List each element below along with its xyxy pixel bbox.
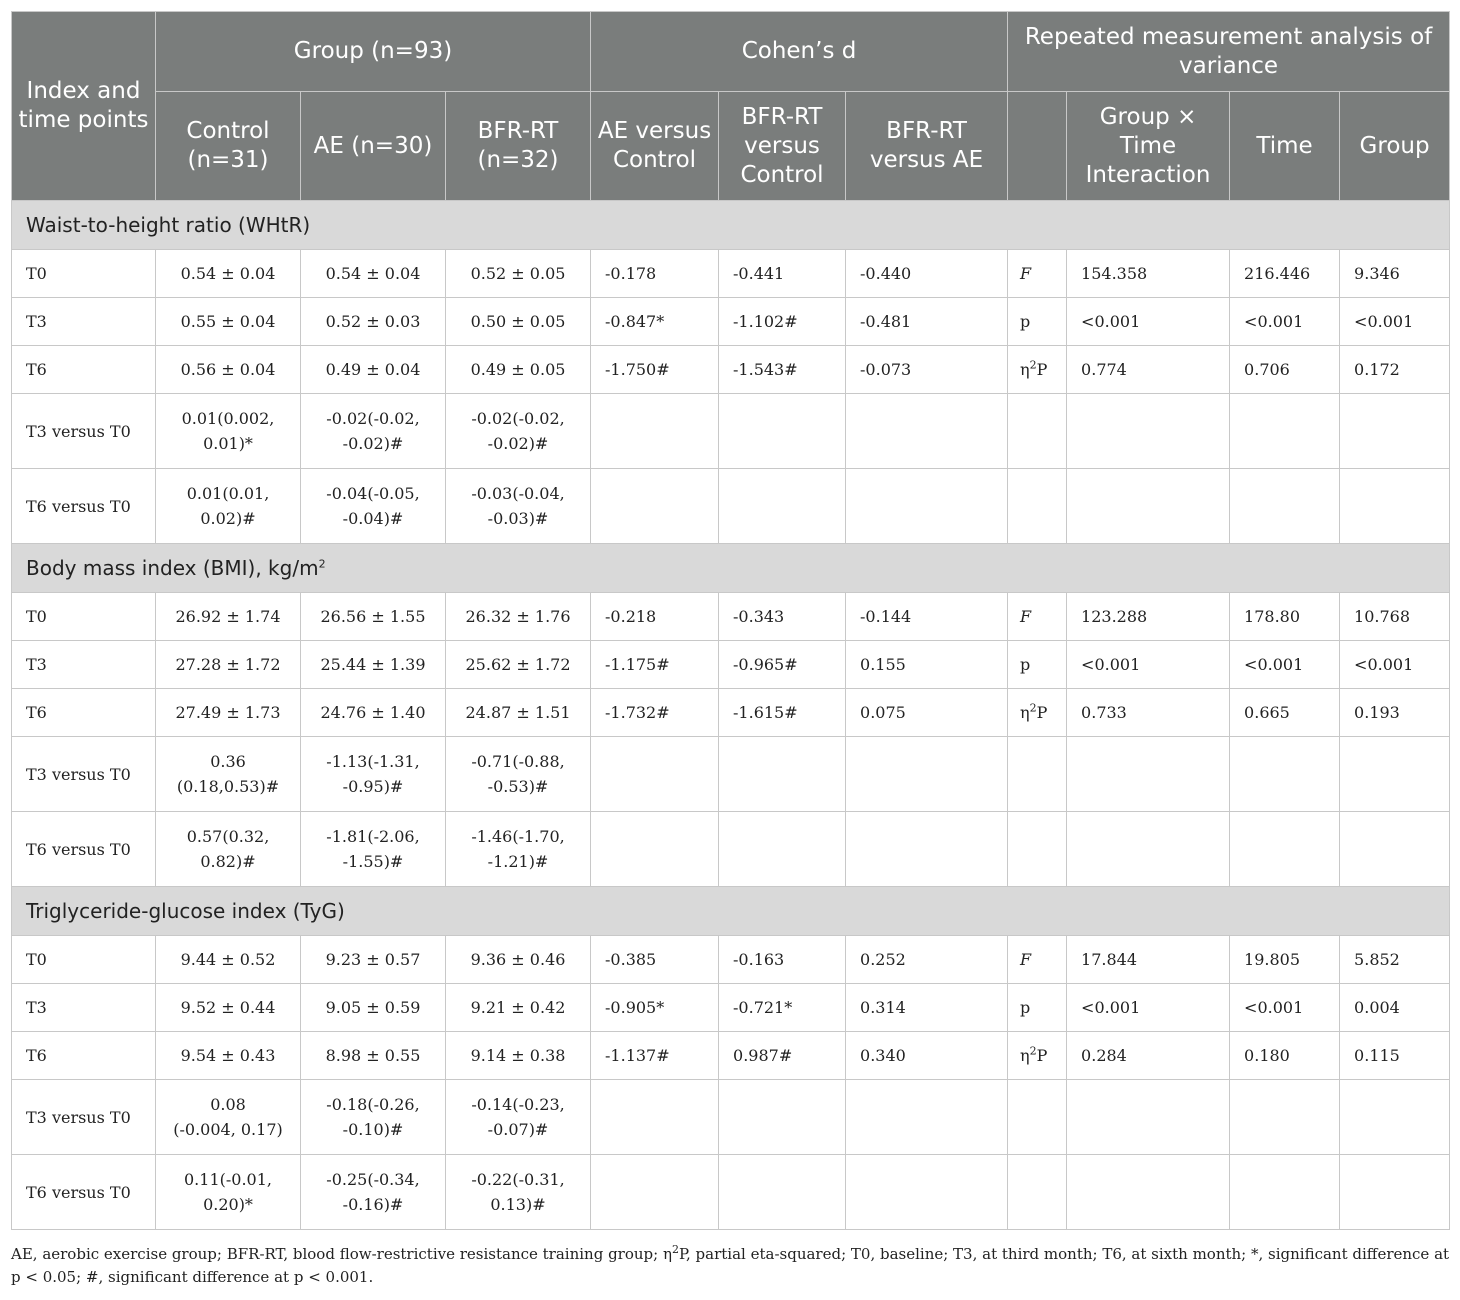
stat-suffix: P	[1036, 360, 1048, 379]
control-change-line-1: 0.11(-0.01,	[184, 1170, 272, 1189]
row-label: T0	[12, 593, 156, 641]
bfr-change-line-1: -0.14(-0.23,	[471, 1095, 565, 1114]
ae-change-line-1: -0.25(-0.34,	[326, 1170, 420, 1189]
footnote-text-1: AE, aerobic exercise group; BFR-RT, blood flow-restrictive resistance training group; η	[11, 1245, 672, 1263]
bfr-change-line-1: -1.46(-1.70,	[471, 827, 565, 846]
stat-sup: 2	[1029, 1044, 1037, 1058]
interaction-value: <0.001	[1067, 641, 1230, 689]
ae-change-line-2: -0.95)#	[342, 777, 404, 796]
group-value: 0.115	[1340, 1032, 1450, 1080]
section-title	[12, 887, 1450, 936]
group-header: Group (n=93)	[156, 12, 591, 92]
bfr-value: 25.62 ± 1.72	[446, 641, 591, 689]
bfr-value: 0.52 ± 0.05	[446, 250, 591, 298]
ae-change-value	[301, 1080, 446, 1155]
table-body	[12, 201, 1450, 1230]
cohens-d-bfr-vs-control: -0.343	[719, 593, 846, 641]
bfr-value: 0.49 ± 0.05	[446, 346, 591, 394]
control-change-line-2: 0.01)*	[203, 434, 253, 453]
empty-cell	[1230, 394, 1340, 469]
table-footnote	[11, 1243, 1451, 1289]
table-row	[12, 593, 1450, 641]
section-title-text: Triglyceride-glucose index (TyG)	[26, 899, 345, 923]
empty-cell	[1340, 1155, 1450, 1230]
group-value: 0.004	[1340, 984, 1450, 1032]
empty-cell	[846, 737, 1008, 812]
control-change-line-2: (-0.004, 0.17)	[173, 1120, 283, 1139]
empty-cell	[1008, 469, 1067, 544]
empty-cell	[1230, 469, 1340, 544]
cohens-d-bfr-vs-control: -0.441	[719, 250, 846, 298]
bfr-change-value	[446, 737, 591, 812]
comparison-row	[12, 394, 1450, 469]
control-change-line-2: 0.02)#	[200, 509, 256, 528]
control-change-line-1: 0.36	[210, 752, 246, 771]
empty-cell	[591, 1080, 719, 1155]
empty-cell	[1230, 1155, 1340, 1230]
cohens-d-ae-vs-control: -0.905*	[591, 984, 719, 1032]
ae-value: 24.76 ± 1.40	[301, 689, 446, 737]
control-change-line-1: 0.57(0.32,	[186, 827, 270, 846]
cohens-d-ae-vs-control: -0.178	[591, 250, 719, 298]
comparison-row	[12, 469, 1450, 544]
ae-change-line-1: -0.18(-0.26,	[326, 1095, 420, 1114]
empty-cell	[1067, 394, 1230, 469]
stat-column-header	[1008, 92, 1067, 201]
section-row	[12, 544, 1450, 593]
cohens-d-bfr-vs-ae: 0.155	[846, 641, 1008, 689]
stat-label	[1008, 689, 1067, 737]
cohens-d-ae-vs-control: -1.175#	[591, 641, 719, 689]
control-change-line-1: 0.01(0.01,	[186, 484, 270, 503]
table-row	[12, 936, 1450, 984]
ae-value: 25.44 ± 1.39	[301, 641, 446, 689]
empty-cell	[1067, 1080, 1230, 1155]
empty-cell	[1067, 1155, 1230, 1230]
control-change-value	[156, 812, 301, 887]
empty-cell	[1340, 394, 1450, 469]
time-column-header: Time	[1230, 92, 1340, 201]
stat-symbol: p	[1020, 998, 1031, 1017]
table-row	[12, 1032, 1450, 1080]
bfr-change-line-2: -0.53)#	[487, 777, 549, 796]
control-value: 9.52 ± 0.44	[156, 984, 301, 1032]
stat-sup: 2	[1029, 701, 1037, 715]
bfr-change-line-2: -0.07)#	[487, 1120, 549, 1139]
cohens-d-bfr-vs-control: -1.543#	[719, 346, 846, 394]
comparison-row	[12, 1080, 1450, 1155]
bfr-change-line-2: -0.02)#	[487, 434, 549, 453]
bfr-change-value	[446, 469, 591, 544]
stat-symbol: p	[1020, 312, 1031, 331]
empty-cell	[719, 469, 846, 544]
results-table	[11, 11, 1450, 1230]
comparison-row	[12, 737, 1450, 812]
section-title	[12, 544, 1450, 593]
time-value: 178.80	[1230, 593, 1340, 641]
control-value: 27.49 ± 1.73	[156, 689, 301, 737]
stat-label	[1008, 593, 1067, 641]
group-value: 10.768	[1340, 593, 1450, 641]
cohens-d-bfr-vs-control: -0.163	[719, 936, 846, 984]
row-label: T6	[12, 1032, 156, 1080]
stat-label	[1008, 936, 1067, 984]
cohens-d-ae-vs-control: -0.385	[591, 936, 719, 984]
table-row	[12, 250, 1450, 298]
stat-label	[1008, 250, 1067, 298]
row-label: T6	[12, 689, 156, 737]
control-change-value	[156, 737, 301, 812]
row-label: T6	[12, 346, 156, 394]
ae-change-value	[301, 812, 446, 887]
row-label: T3	[12, 641, 156, 689]
control-value: 9.44 ± 0.52	[156, 936, 301, 984]
ae-change-value	[301, 1155, 446, 1230]
cohens-d-bfr-vs-control: 0.987#	[719, 1032, 846, 1080]
empty-cell	[1008, 1080, 1067, 1155]
stat-suffix: P	[1036, 1046, 1048, 1065]
table-row	[12, 641, 1450, 689]
section-row	[12, 201, 1450, 250]
cohens-d-bfr-vs-ae: 0.252	[846, 936, 1008, 984]
row-label: T3	[12, 984, 156, 1032]
empty-cell	[1230, 737, 1340, 812]
control-change-value	[156, 1155, 301, 1230]
bfr-change-line-2: 0.13)#	[490, 1195, 546, 1214]
bfr-change-line-1: -0.71(-0.88,	[471, 752, 565, 771]
stat-label	[1008, 298, 1067, 346]
control-value: 9.54 ± 0.43	[156, 1032, 301, 1080]
control-value: 0.56 ± 0.04	[156, 346, 301, 394]
empty-cell	[591, 1155, 719, 1230]
stat-sup: 2	[1029, 358, 1037, 372]
ae-change-line-1: -0.02(-0.02,	[326, 409, 420, 428]
stat-label	[1008, 984, 1067, 1032]
bfr-value: 26.32 ± 1.76	[446, 593, 591, 641]
interaction-column-header: Group × Time Interaction	[1067, 92, 1230, 201]
cohens-d-bfr-vs-ae: -0.440	[846, 250, 1008, 298]
bfr-vs-control-header: BFR-RT versus Control	[719, 92, 846, 201]
cohens-d-ae-vs-control: -1.137#	[591, 1032, 719, 1080]
bfr-change-value	[446, 812, 591, 887]
control-change-line-1: 0.08	[210, 1095, 246, 1114]
stat-symbol: η	[1020, 703, 1030, 722]
empty-cell	[1340, 812, 1450, 887]
empty-cell	[719, 1155, 846, 1230]
table-row	[12, 346, 1450, 394]
row-label: T0	[12, 250, 156, 298]
cohens-d-bfr-vs-ae: 0.314	[846, 984, 1008, 1032]
stat-suffix: P	[1036, 703, 1048, 722]
stat-symbol: η	[1020, 1046, 1030, 1065]
empty-cell	[1230, 1080, 1340, 1155]
comparison-label: T6 versus T0	[12, 812, 156, 887]
bfr-change-line-2: -1.21)#	[487, 852, 549, 871]
empty-cell	[846, 1155, 1008, 1230]
stat-symbol: p	[1020, 655, 1031, 674]
time-value: 216.446	[1230, 250, 1340, 298]
cohens-d-ae-vs-control: -0.847*	[591, 298, 719, 346]
empty-cell	[591, 812, 719, 887]
empty-cell	[1067, 469, 1230, 544]
cohens-d-ae-vs-control: -1.732#	[591, 689, 719, 737]
control-change-value	[156, 394, 301, 469]
time-value: <0.001	[1230, 984, 1340, 1032]
section-title-sup: 2	[318, 557, 326, 571]
bfr-change-line-2: -0.03)#	[487, 509, 549, 528]
table-row	[12, 984, 1450, 1032]
control-value: 0.54 ± 0.04	[156, 250, 301, 298]
ae-change-line-2: -0.16)#	[342, 1195, 404, 1214]
footnote-sup: 2	[671, 1243, 679, 1256]
empty-cell	[1340, 469, 1450, 544]
empty-cell	[846, 394, 1008, 469]
bfr-change-line-1: -0.22(-0.31,	[471, 1170, 565, 1189]
stat-symbol: F	[1020, 950, 1032, 969]
row-label: T3	[12, 298, 156, 346]
control-column-header: Control (n=31)	[156, 92, 301, 201]
section-title	[12, 201, 1450, 250]
control-change-line-2: 0.82)#	[200, 852, 256, 871]
ae-column-header: AE (n=30)	[301, 92, 446, 201]
ae-change-value	[301, 469, 446, 544]
ae-value: 0.49 ± 0.04	[301, 346, 446, 394]
group-value: 0.193	[1340, 689, 1450, 737]
empty-cell	[846, 812, 1008, 887]
ae-value: 8.98 ± 0.55	[301, 1032, 446, 1080]
cohens-d-bfr-vs-ae: -0.481	[846, 298, 1008, 346]
empty-cell	[719, 394, 846, 469]
interaction-value: 123.288	[1067, 593, 1230, 641]
empty-cell	[846, 1080, 1008, 1155]
control-change-line-1: 0.01(0.002,	[181, 409, 275, 428]
interaction-value: 0.284	[1067, 1032, 1230, 1080]
bfr-change-value	[446, 1080, 591, 1155]
comparison-row	[12, 1155, 1450, 1230]
cohens-d-bfr-vs-control: -0.721*	[719, 984, 846, 1032]
ae-value: 0.52 ± 0.03	[301, 298, 446, 346]
row-label: T0	[12, 936, 156, 984]
ae-change-line-1: -0.04(-0.05,	[326, 484, 420, 503]
time-value: <0.001	[1230, 641, 1340, 689]
bfr-change-line-1: -0.03(-0.04,	[471, 484, 565, 503]
bfr-value: 24.87 ± 1.51	[446, 689, 591, 737]
ae-value: 9.05 ± 0.59	[301, 984, 446, 1032]
stat-label	[1008, 346, 1067, 394]
section-title-text: Body mass index (BMI), kg/m	[26, 556, 319, 580]
index-header: Index and time points	[12, 12, 156, 201]
group-value: 0.172	[1340, 346, 1450, 394]
bfr-value: 9.14 ± 0.38	[446, 1032, 591, 1080]
ae-change-line-2: -1.55)#	[342, 852, 404, 871]
cohens-d-bfr-vs-control: -1.615#	[719, 689, 846, 737]
ae-value: 0.54 ± 0.04	[301, 250, 446, 298]
group-value: 5.852	[1340, 936, 1450, 984]
cohens-d-bfr-vs-ae: 0.340	[846, 1032, 1008, 1080]
empty-cell	[1008, 1155, 1067, 1230]
cohens-d-bfr-vs-control: -1.102#	[719, 298, 846, 346]
stat-symbol: F	[1020, 264, 1032, 283]
empty-cell	[1008, 737, 1067, 812]
cohens-d-bfr-vs-control: -0.965#	[719, 641, 846, 689]
interaction-value: <0.001	[1067, 984, 1230, 1032]
control-change-line-2: 0.20)*	[203, 1195, 253, 1214]
bfr-change-value	[446, 1155, 591, 1230]
time-value: 0.180	[1230, 1032, 1340, 1080]
cohens-d-ae-vs-control: -0.218	[591, 593, 719, 641]
ae-value: 26.56 ± 1.55	[301, 593, 446, 641]
stat-label	[1008, 641, 1067, 689]
cohens-d-ae-vs-control: -1.750#	[591, 346, 719, 394]
control-change-line-2: (0.18,0.53)#	[176, 777, 280, 796]
comparison-label: T3 versus T0	[12, 1080, 156, 1155]
ae-change-value	[301, 737, 446, 812]
empty-cell	[1067, 812, 1230, 887]
cohens-d-bfr-vs-ae: -0.073	[846, 346, 1008, 394]
bfr-value: 0.50 ± 0.05	[446, 298, 591, 346]
interaction-value: 17.844	[1067, 936, 1230, 984]
empty-cell	[719, 1080, 846, 1155]
cohens-d-header: Cohen’s d	[591, 12, 1008, 92]
empty-cell	[1230, 812, 1340, 887]
ae-change-line-2: -0.02)#	[342, 434, 404, 453]
bfr-change-value	[446, 394, 591, 469]
empty-cell	[1067, 737, 1230, 812]
comparison-row	[12, 812, 1450, 887]
cohens-d-bfr-vs-ae: -0.144	[846, 593, 1008, 641]
stat-symbol: η	[1020, 360, 1030, 379]
interaction-value: 0.733	[1067, 689, 1230, 737]
ae-value: 9.23 ± 0.57	[301, 936, 446, 984]
empty-cell	[846, 469, 1008, 544]
table-row	[12, 298, 1450, 346]
stat-symbol: F	[1020, 607, 1032, 626]
interaction-value: <0.001	[1067, 298, 1230, 346]
time-value: 0.706	[1230, 346, 1340, 394]
rm-anova-header: Repeated measurement analysis of variance	[1008, 12, 1450, 92]
section-row	[12, 887, 1450, 936]
table-row	[12, 689, 1450, 737]
empty-cell	[1008, 394, 1067, 469]
comparison-label: T3 versus T0	[12, 394, 156, 469]
bfr-value: 9.36 ± 0.46	[446, 936, 591, 984]
cohens-d-bfr-vs-ae: 0.075	[846, 689, 1008, 737]
interaction-value: 0.774	[1067, 346, 1230, 394]
control-value: 26.92 ± 1.74	[156, 593, 301, 641]
group-value: 9.346	[1340, 250, 1450, 298]
empty-cell	[719, 737, 846, 812]
comparison-label: T3 versus T0	[12, 737, 156, 812]
ae-change-line-2: -0.04)#	[342, 509, 404, 528]
empty-cell	[1008, 812, 1067, 887]
footnote-text-2: P, partial eta-squared; T0, baseline; T3, at third month; T6, at sixth month; *, significant difference at p < 0.05; #, significant difference at p < 0.001.	[11, 1245, 1450, 1286]
ae-vs-control-header: AE versus Control	[591, 92, 719, 201]
section-title-text: Waist-to-height ratio (WHtR)	[26, 213, 311, 237]
interaction-value: 154.358	[1067, 250, 1230, 298]
empty-cell	[1340, 1080, 1450, 1155]
bfr-vs-ae-header: BFR-RT versus AE	[846, 92, 1008, 201]
empty-cell	[719, 812, 846, 887]
comparison-label: T6 versus T0	[12, 469, 156, 544]
empty-cell	[1340, 737, 1450, 812]
bfr-value: 9.21 ± 0.42	[446, 984, 591, 1032]
time-value: 19.805	[1230, 936, 1340, 984]
group-value: <0.001	[1340, 298, 1450, 346]
empty-cell	[591, 394, 719, 469]
empty-cell	[591, 737, 719, 812]
time-value: 0.665	[1230, 689, 1340, 737]
ae-change-line-1: -1.81(-2.06,	[326, 827, 420, 846]
ae-change-line-2: -0.10)#	[342, 1120, 404, 1139]
bfr-column-header: BFR-RT (n=32)	[446, 92, 591, 201]
stat-label	[1008, 1032, 1067, 1080]
control-change-value	[156, 1080, 301, 1155]
comparison-label: T6 versus T0	[12, 1155, 156, 1230]
control-value: 0.55 ± 0.04	[156, 298, 301, 346]
time-value: <0.001	[1230, 298, 1340, 346]
ae-change-line-1: -1.13(-1.31,	[326, 752, 420, 771]
group-column-header: Group	[1340, 92, 1450, 201]
group-value: <0.001	[1340, 641, 1450, 689]
ae-change-value	[301, 394, 446, 469]
empty-cell	[591, 469, 719, 544]
control-value: 27.28 ± 1.72	[156, 641, 301, 689]
control-change-value	[156, 469, 301, 544]
table-header	[12, 12, 1450, 201]
bfr-change-line-1: -0.02(-0.02,	[471, 409, 565, 428]
